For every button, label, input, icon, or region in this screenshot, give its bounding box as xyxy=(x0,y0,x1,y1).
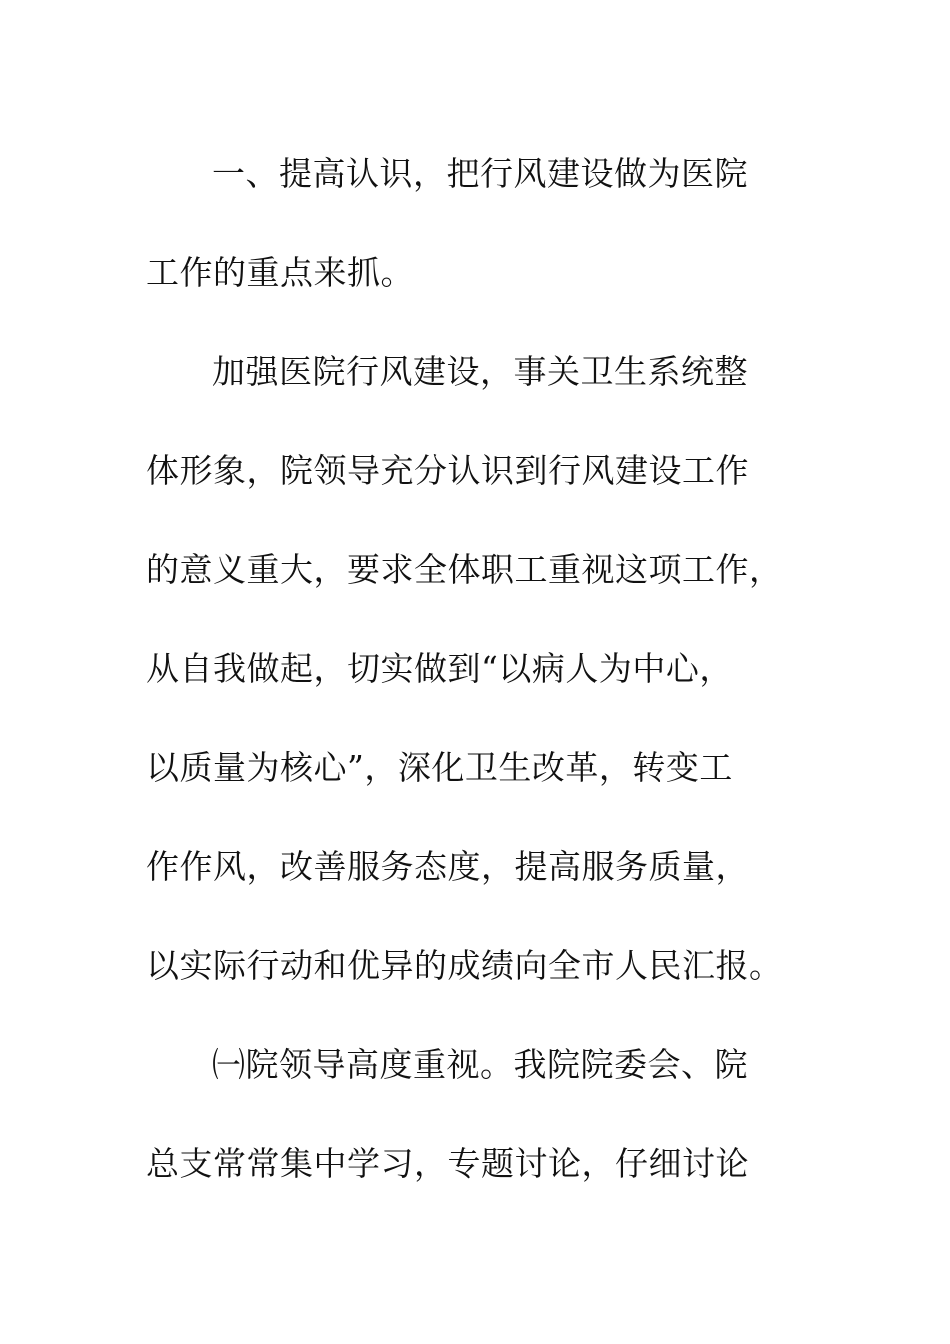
section-heading-line-2: 工作的重点来抓。 xyxy=(146,253,414,292)
paragraph-line: 作作风，改善服务态度，提高服务质量， xyxy=(146,847,749,886)
paragraph-line: 以质量为核心”，深化卫生改革，转变工 xyxy=(146,748,733,787)
paragraph-line: 加强医院行风建设，事关卫生系统整 xyxy=(212,352,748,391)
paragraph-line: 体形象，院领导充分认识到行风建设工作 xyxy=(146,451,749,490)
document-body xyxy=(146,124,786,1213)
subsection-line: ㈠院领导高度重视。我院院委会、院 xyxy=(212,1045,748,1084)
paragraph-line: 从自我做起，切实做到“以病人为中心， xyxy=(146,649,733,688)
subsection-line: 总支常常集中学习，专题讨论，仔细讨论 xyxy=(146,1144,749,1183)
paragraph-line: 以实际行动和优异的成绩向全市人民汇报。 xyxy=(146,946,783,985)
paragraph-line: 的意义重大，要求全体职工重视这项工作， xyxy=(146,550,783,589)
section-heading-line-1: 一、提高认识，把行风建设做为医院 xyxy=(212,154,748,193)
